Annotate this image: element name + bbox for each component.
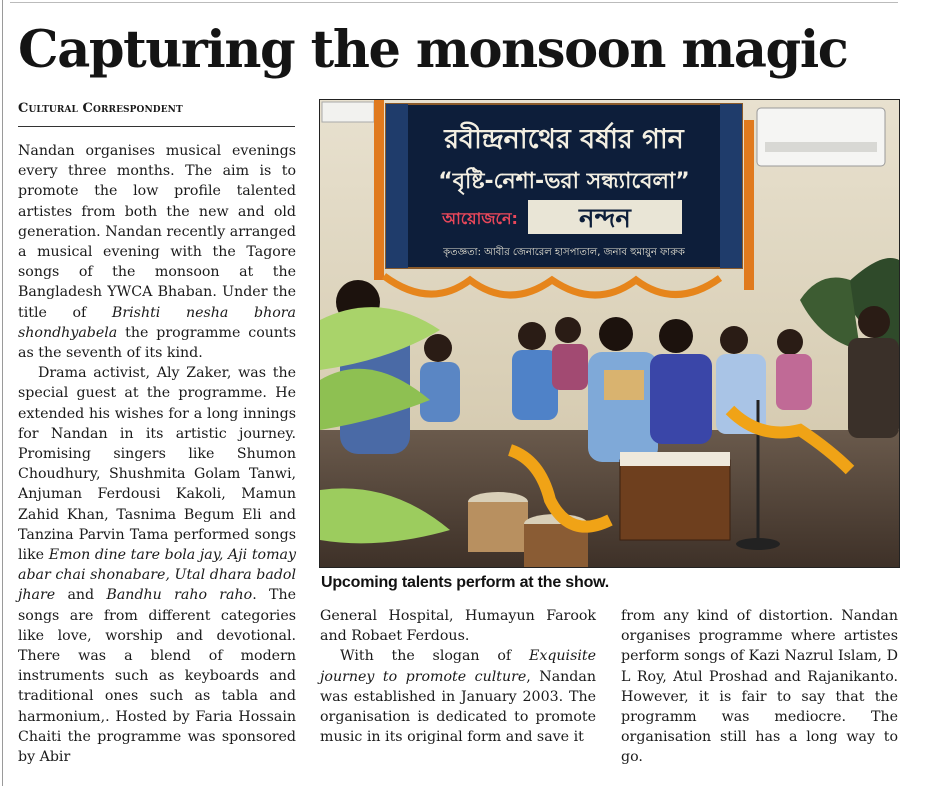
photo-caption: Upcoming talents perform at the show. <box>321 574 610 591</box>
text-run: the programme counts as the seventh of its kind. <box>18 324 296 362</box>
body-column-1 <box>18 141 296 767</box>
paragraph-5: from any kind of distortion. Nandan organises programme where artistes perform songs of Kazi Nazrul Islam, D L Roy, Atul Proshad and Rajanikanto. However, it is fair to say that the programm was mediocre. The organisation still has a long way to go. <box>621 608 898 766</box>
paragraph-4 <box>320 646 596 747</box>
paragraph-2 <box>18 363 296 767</box>
text-run: Drama activist, Aly Zaker, was the special guest at the programme. He extended his wishes for a long innings for Nandan in its artistic journey. Promising singers like Shumon Choudhury, Shushmita Golam Tanwi, Anjuman Ferdousi Kakoli, Mamun Zahid Khan, Tasnima Begum Eli and Tanzina Parvin Tama performed songs like <box>18 365 296 564</box>
text-run: Nandan organises musical evenings every three months. The aim is to promote the low profile talented artistes from both the new and old generation. Nandan recently arranged a musical evening with the Tagore songs of the monsoon at the Bangladesh YWCA Bhaban. Under the title of <box>18 143 296 321</box>
body-column-3 <box>621 606 898 768</box>
event-photo <box>319 99 900 568</box>
programme-title: Brishti nesha bhora shondhyabela <box>18 304 296 341</box>
headline: Capturing the monsoon magic <box>18 20 848 80</box>
top-rule <box>10 2 898 3</box>
banner-line-3-name: নন্দন <box>579 204 631 234</box>
banner-line-3-label: আয়োজনে: <box>442 209 518 228</box>
byline-rule <box>18 126 295 127</box>
banner-line-4: কৃতজ্ঞতা: আবীর জেনারেল হাসপাতাল, জনাব হুমায়ুন ফারুক <box>443 247 685 258</box>
song-titles: Emon dine tare bola jay, Aji tomay abar chai shonabare, Utal dhara badol jhare <box>18 547 297 604</box>
paragraph-1 <box>18 141 296 363</box>
text-run: and <box>55 587 107 604</box>
slogan: Exquisite journey to promote culture <box>320 648 596 685</box>
text-run: With the slogan of <box>340 648 529 665</box>
song-title: Bandhu raho raho <box>106 587 253 604</box>
text-run: , Nandan was established in January 2003. The organisation is dedicated to promote music in its original form and save it <box>320 668 596 746</box>
paragraph-3: General Hospital, Humayun Farook and Robaet Ferdous. <box>320 608 596 645</box>
banner-line-1: রবীন্দ্রনাথের বর্ষার গান <box>444 124 684 155</box>
banner-line-2: “বৃষ্টি-নেশা-ভরা সন্ধ্যাবেলা” <box>438 169 690 194</box>
text-run: . The songs are from different categories like love, worship and devotional. There was a blend of modern instruments such as keyboards and traditional ones such as tabla and harmonium,. Hosted by Faria Hossain Chaiti the programme was sponsored by Abir <box>18 587 296 766</box>
byline: Cultural Correspondent <box>18 101 183 116</box>
body-column-2 <box>320 606 596 747</box>
page-edge-line <box>2 0 3 786</box>
photo-illustration <box>320 100 899 567</box>
